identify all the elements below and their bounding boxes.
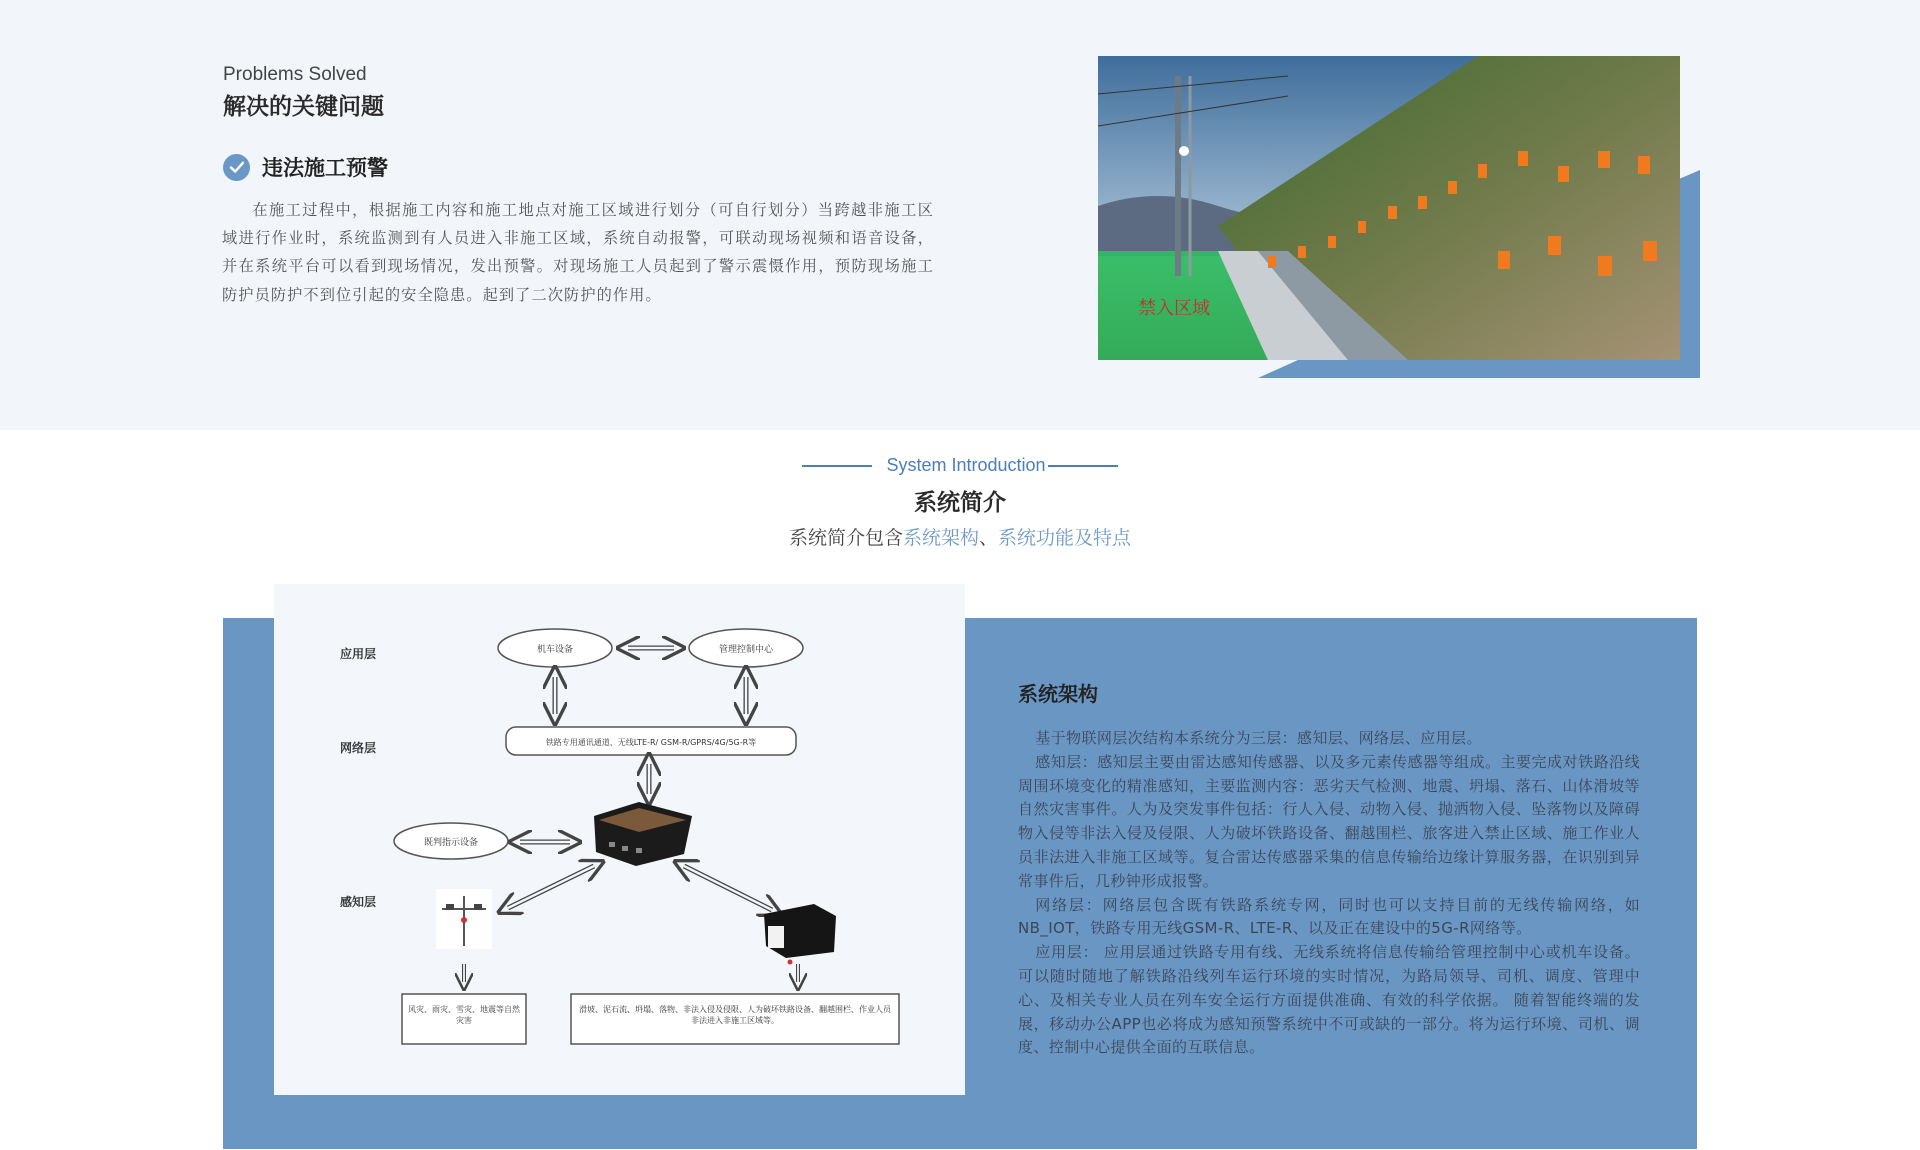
- arch-paragraph: 应用层： 应用层通过铁路专用有线、无线系统将信息传输给管理控制中心或机车设备。可以随时随地了解铁路沿线列车运行环境的实时情况，为路局领导、司机、调度、管理中心、及相关专业人员在列车安全运行方面提供准确、有效的科学依据。 随着智能终端的发展，移动办公APP也必将成为感知预警系统中不可或缺的一部分。将为运行环境、司机、调度、控制中心提供全面的互联信息。: [1018, 943, 1640, 1057]
- link-system-features[interactable]: 系统功能及特点: [998, 527, 1132, 549]
- sensor-pole-device: [436, 889, 492, 949]
- node-loco-label: 机车设备: [536, 645, 574, 655]
- architecture-title: 系统架构: [1018, 682, 1098, 706]
- check-circle-icon: [223, 154, 250, 181]
- arch-paragraph: 感知层：感知层主要由雷达感知传感器、以及多元素传感器等组成。主要完成对铁路沿线周围环境变化的精准感知，主要监测内容：恶劣天气检测、地震、坍塌、落石、山体滑坡等自然灾害事件。人为及突发事件包括：行人入侵、动物入侵、抛洒物入侵、坠落物以及障碍物入侵等非法入侵及侵限、人为破坏铁路设备、翻越围栏、旅客进入禁止区域、施工作业人员非法进入非施工区域等。复合雷达传感器采集的信息传输给边缘计算服务器，在识别到异常事件后，几秒钟形成报警。: [1018, 752, 1640, 890]
- architecture-body: [1018, 727, 1640, 1060]
- edge-server-device: [594, 802, 692, 866]
- section-zh-title: 解决的关键问题: [223, 94, 384, 120]
- layer-sense-label: 感知层: [340, 895, 377, 909]
- node-terminal-label: 既判指示设备: [423, 838, 479, 848]
- intro-en-title: System Introduction: [886, 455, 1046, 475]
- construction-photo: [1098, 56, 1700, 378]
- title-line-left: [802, 465, 872, 467]
- arch-paragraph: 网络层：网络层包含既有铁路系统专网，同时也可以支持目前的无线传输网络，如NB_IOT，铁路专用无线GSM-R、LTE-R、以及正在建设中的5G-R网络等。: [1018, 895, 1640, 938]
- node-intrusion-label: 滑坡、泥石流、坍塌、落物、非法入侵及侵限、人为破坏铁路设备、翻越围栏、作业人员非法进入非施工区域等。: [579, 1005, 891, 1025]
- feature-description: 在施工过程中，根据施工内容和施工地点对施工区域进行划分（可自行划分）当跨越非施工区域进行作业时，系统监测到有人员进入非施工区域，系统自动报警，可联动现场视频和语音设备，并在系统平台可以看到现场情况，发出预警。对现场施工人员起到了警示震慑作用，预防现场施工防护员防护不到位引起的安全隐患。起到了二次防护的作用。: [222, 201, 934, 304]
- intro-separator: 、: [979, 527, 999, 549]
- node-center-label: 管理控制中心: [718, 645, 774, 655]
- architecture-diagram: [274, 584, 965, 1095]
- problems-section: [0, 0, 1920, 430]
- layer-app-label: 应用层: [340, 647, 377, 661]
- node-network-label: 铁路专用通讯通道、无线LTE-R/ GSM-R/GPRS/4G/5G-R等: [545, 738, 757, 747]
- intro-subtitle: [0, 523, 1920, 550]
- intro-sub-prefix: 系统简介包含: [788, 527, 903, 549]
- title-line-right: [1048, 465, 1118, 467]
- feature-title: 违法施工预警: [262, 156, 388, 180]
- radar-camera-device: [764, 904, 836, 965]
- arch-paragraph: 基于物联网层次结构本系统分为三层：感知层、网络层、应用层。: [1035, 729, 1482, 747]
- intro-header: [0, 455, 1920, 550]
- node-natural-label: 风灾、雨灾、雪灾、地震等自然灾害: [408, 1005, 520, 1025]
- feature-heading: [223, 152, 388, 182]
- intro-zh-title: 系统简介: [914, 490, 1006, 516]
- link-system-architecture[interactable]: 系统架构: [902, 527, 979, 549]
- restricted-zone-label: 禁入区域: [1138, 298, 1210, 319]
- layer-net-label: 网络层: [340, 741, 377, 755]
- section-en-title: Problems Solved: [223, 64, 367, 85]
